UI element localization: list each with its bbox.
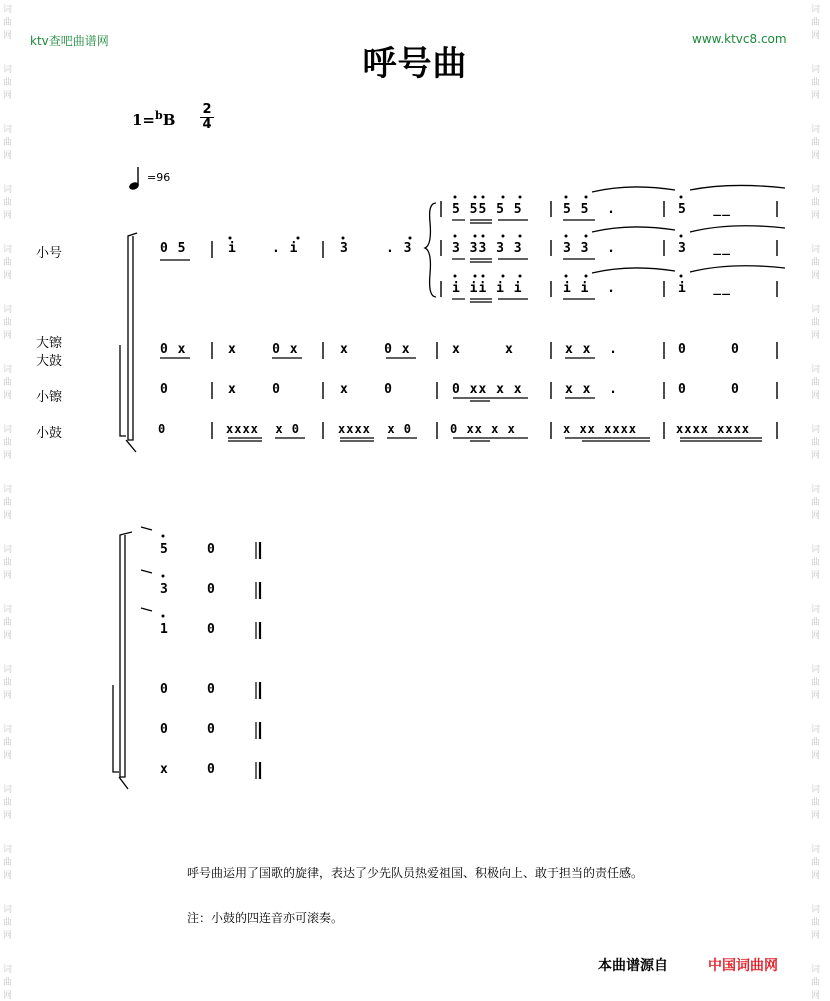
footnote-text: 注：小鼓的四连音亦可滚奏。 <box>187 911 344 925</box>
watermark-char: 曲 <box>811 798 821 808</box>
description-text: 呼号曲运用了国歌的旋律，表达了少先队员热爱祖国、积极向上、敢于担当的责任感。 <box>187 866 644 880</box>
watermark-char: 网 <box>811 271 821 281</box>
watermark-char: 词 <box>811 245 821 255</box>
chord-note: i __ <box>678 281 731 296</box>
ending-note: 5 <box>160 542 169 557</box>
watermark-char: 词 <box>811 485 821 495</box>
octave-dot <box>680 235 683 238</box>
watermark-char: 曲 <box>3 78 13 88</box>
octave-dot <box>519 235 522 238</box>
watermark-char: 曲 <box>811 858 821 868</box>
watermark-char: 曲 <box>811 18 821 28</box>
ending-rest: 0 <box>207 582 216 597</box>
watermark-char: 网 <box>811 631 821 641</box>
label-bass-drum: 大鼓 <box>36 354 63 369</box>
ending-note: 0 <box>160 682 169 697</box>
trumpet-measure-3b: . 3 <box>386 241 413 256</box>
watermark-char: 词 <box>3 845 13 855</box>
octave-dot <box>297 237 300 240</box>
watermark-char: 网 <box>811 991 821 1001</box>
chord-note: 3 3 . <box>563 241 616 256</box>
watermark-char: 网 <box>811 751 821 761</box>
bass-note: x x <box>452 342 514 357</box>
watermark-char: 词 <box>3 305 13 315</box>
watermark-char: 曲 <box>3 858 13 868</box>
watermark-char: 网 <box>3 91 13 101</box>
octave-dot <box>162 615 165 618</box>
bass-note: x 0 x <box>228 342 299 357</box>
chord-note: 3 33 3 3 <box>452 241 523 256</box>
ending-rest: 0 <box>207 542 216 557</box>
watermark-char: 网 <box>3 811 13 821</box>
source-site-link[interactable]: 中国词曲网 <box>708 958 778 974</box>
watermark-char: 曲 <box>811 978 821 988</box>
watermark-char: 词 <box>3 485 13 495</box>
watermark-char: 曲 <box>3 138 13 148</box>
watermark-char: 词 <box>3 185 13 195</box>
watermark-char: 网 <box>3 271 13 281</box>
watermark-char: 网 <box>3 151 13 161</box>
ending-rest: 0 <box>207 682 216 697</box>
snare-note: 0 xx x x <box>450 422 516 436</box>
watermark-char: 曲 <box>3 798 13 808</box>
watermark-char: 曲 <box>3 738 13 748</box>
chord-note: 3 __ <box>678 241 731 256</box>
watermark-char: 网 <box>811 691 821 701</box>
watermark-char: 网 <box>3 931 13 941</box>
watermark-char: 曲 <box>3 618 13 628</box>
watermark-char: 网 <box>811 91 821 101</box>
octave-dot <box>229 237 232 240</box>
watermark-char: 词 <box>811 305 821 315</box>
snare-note: xxxx x 0 <box>338 422 413 436</box>
watermark-char: 网 <box>3 391 13 401</box>
watermark-char: 词 <box>811 665 821 675</box>
watermark-char: 网 <box>811 391 821 401</box>
watermark-char: 网 <box>3 571 13 581</box>
watermark-char: 网 <box>3 751 13 761</box>
watermark-char: 网 <box>811 511 821 521</box>
octave-dot <box>482 275 485 278</box>
watermark-char: 词 <box>811 5 821 15</box>
octave-dot <box>585 196 588 199</box>
watermark-char: 词 <box>3 425 13 435</box>
octave-dot <box>409 237 412 240</box>
key-tone: B <box>162 111 176 129</box>
octave-dot <box>482 235 485 238</box>
snare-note: x xx xxxx <box>563 422 638 436</box>
header-site-left[interactable]: ktv查吧曲谱网 <box>30 34 109 48</box>
octave-dot <box>454 235 457 238</box>
watermark-char: 曲 <box>811 318 821 328</box>
chord-note: 5 __ <box>678 202 731 217</box>
key-flat: b <box>155 109 163 122</box>
watermark-char: 曲 <box>811 378 821 388</box>
watermark-char: 曲 <box>3 978 13 988</box>
octave-dot <box>680 275 683 278</box>
source-label: 本曲谱源自 <box>598 958 668 974</box>
small-cymbal-note: 0 xx x x <box>452 382 523 397</box>
watermark-char: 曲 <box>3 198 13 208</box>
watermark-char: 曲 <box>811 678 821 688</box>
ending-note: 3 <box>160 582 169 597</box>
page-title: 呼号曲 <box>362 44 468 84</box>
octave-dot <box>565 235 568 238</box>
watermark-char: 词 <box>811 845 821 855</box>
octave-dot <box>482 196 485 199</box>
watermark-char: 曲 <box>3 258 13 268</box>
octave-dot <box>519 275 522 278</box>
watermark-char: 词 <box>3 545 13 555</box>
watermark-char: 曲 <box>811 618 821 628</box>
watermark-char: 词 <box>811 425 821 435</box>
snare-note: xxxx x 0 <box>226 422 301 436</box>
octave-dot <box>585 275 588 278</box>
octave-dot <box>502 196 505 199</box>
watermark-char: 网 <box>811 871 821 881</box>
octave-dot <box>502 235 505 238</box>
octave-dot <box>474 196 477 199</box>
watermark-char: 曲 <box>3 558 13 568</box>
watermark-char: 网 <box>3 991 13 1001</box>
watermark-char: 网 <box>3 691 13 701</box>
watermark-char: 曲 <box>811 738 821 748</box>
watermark-char: 曲 <box>811 438 821 448</box>
watermark-char: 词 <box>811 965 821 975</box>
label-trumpet: 小号 <box>36 246 63 261</box>
bass-note: 0 0 <box>678 342 740 357</box>
label-snare: 小鼓 <box>36 426 63 441</box>
header-site-right[interactable]: www.ktvc8.com <box>692 32 787 46</box>
watermark-char: 词 <box>3 65 13 75</box>
ending-note: 1 <box>160 622 169 637</box>
octave-dot <box>519 196 522 199</box>
watermark-char: 网 <box>811 571 821 581</box>
chord-note: i i . <box>563 281 616 296</box>
octave-dot <box>454 275 457 278</box>
snare-note: 0 <box>158 422 167 436</box>
watermark-char: 曲 <box>3 678 13 688</box>
watermark-char: 网 <box>811 931 821 941</box>
bass-note: x x . <box>565 342 618 357</box>
watermark-char: 曲 <box>3 318 13 328</box>
watermark-char: 网 <box>3 451 13 461</box>
small-cymbal-note: x x . <box>565 382 618 397</box>
watermark-char: 词 <box>3 785 13 795</box>
watermark-char: 网 <box>811 331 821 341</box>
octave-dot <box>162 575 165 578</box>
watermark-char: 曲 <box>3 498 13 508</box>
watermark-char: 词 <box>811 785 821 795</box>
watermark-char: 词 <box>3 665 13 675</box>
small-cymbal-note: 0 0 <box>678 382 740 397</box>
key-prefix: 1= <box>132 111 156 129</box>
watermark-char: 曲 <box>3 18 13 28</box>
watermark-char: 词 <box>811 605 821 615</box>
watermark-char: 词 <box>3 365 13 375</box>
watermark-char: 曲 <box>811 258 821 268</box>
octave-dot <box>565 196 568 199</box>
watermark-char: 网 <box>3 331 13 341</box>
watermark-char: 词 <box>3 245 13 255</box>
watermark-char: 词 <box>3 905 13 915</box>
chord-note: i ii i i <box>452 281 523 296</box>
watermark-char: 词 <box>811 905 821 915</box>
small-cymbal-note: x 0 <box>228 382 281 397</box>
ending-rest: 0 <box>207 622 216 637</box>
watermark-char: 词 <box>3 125 13 135</box>
watermark-char: 曲 <box>811 558 821 568</box>
watermark-char: 曲 <box>811 78 821 88</box>
watermark-char: 词 <box>811 185 821 195</box>
ending-rest: 0 <box>207 722 216 737</box>
trumpet-measure-2b: . i <box>272 241 299 256</box>
watermark-char: 曲 <box>3 438 13 448</box>
watermark-char: 曲 <box>811 918 821 928</box>
bass-note: 0 x <box>160 342 187 357</box>
watermark-char: 网 <box>3 511 13 521</box>
watermark-char: 网 <box>3 871 13 881</box>
watermark-char: 词 <box>3 605 13 615</box>
trumpet-measure-3a: 3 <box>340 241 349 256</box>
ending-note: 0 <box>160 722 169 737</box>
time-top: 2 <box>202 102 212 117</box>
octave-dot <box>680 196 683 199</box>
watermark-char: 曲 <box>811 138 821 148</box>
octave-dot <box>565 275 568 278</box>
watermark-char: 词 <box>811 125 821 135</box>
small-cymbal-note: x 0 <box>340 382 393 397</box>
watermark-char: 网 <box>811 451 821 461</box>
trumpet-measure-2a: i <box>228 241 237 256</box>
snare-note: xxxx xxxx <box>676 422 751 436</box>
ending-note: x <box>160 762 169 777</box>
small-cymbal-note: 0 <box>160 382 169 397</box>
watermark-char: 网 <box>3 631 13 641</box>
chord-note: 5 5 . <box>563 202 616 217</box>
label-cymbal: 大镲 <box>36 336 63 351</box>
label-small-cymbal: 小镲 <box>36 390 63 405</box>
watermark-char: 词 <box>3 965 13 975</box>
octave-dot <box>474 275 477 278</box>
watermark-char: 网 <box>811 151 821 161</box>
watermark-char: 网 <box>811 811 821 821</box>
octave-dot <box>454 196 457 199</box>
watermark-char: 词 <box>811 365 821 375</box>
chord-note: 5 55 5 5 <box>452 202 523 217</box>
watermark-char: 词 <box>811 725 821 735</box>
octave-dot <box>474 235 477 238</box>
watermark-char: 网 <box>3 31 13 41</box>
watermark-char: 曲 <box>3 378 13 388</box>
watermark-char: 网 <box>811 211 821 221</box>
watermark-char: 网 <box>811 31 821 41</box>
watermark-char: 词 <box>3 5 13 15</box>
watermark-char: 网 <box>3 211 13 221</box>
tempo-value: =96 <box>147 171 171 184</box>
bass-note: x 0 x <box>340 342 411 357</box>
watermark-char: 曲 <box>3 918 13 928</box>
ending-rest: 0 <box>207 762 216 777</box>
watermark-char: 曲 <box>811 498 821 508</box>
watermark-char: 曲 <box>811 198 821 208</box>
watermark-char: 词 <box>811 545 821 555</box>
octave-dot <box>342 237 345 240</box>
time-bottom: 4 <box>200 117 214 132</box>
watermark-char: 词 <box>811 65 821 75</box>
octave-dot <box>502 275 505 278</box>
octave-dot <box>162 535 165 538</box>
octave-dot <box>585 235 588 238</box>
watermark-char: 词 <box>3 725 13 735</box>
trumpet-measure-1: 0 5 <box>160 241 187 256</box>
